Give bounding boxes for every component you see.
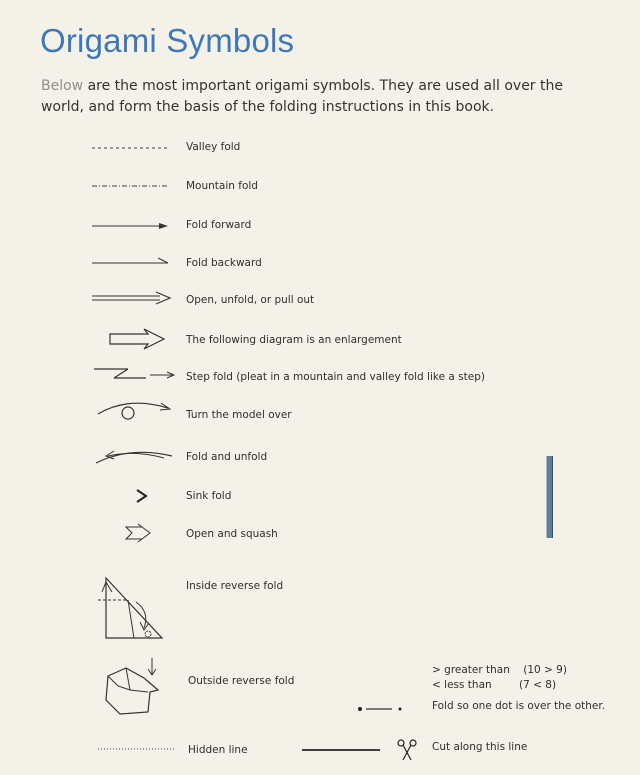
- turn-over-symbol-icon: [94, 398, 176, 426]
- greater-than-symbol: >: [432, 664, 441, 676]
- label-fold-unfold: Fold and unfold: [186, 451, 268, 463]
- label-enlargement: The following diagram is an enlargement: [186, 334, 402, 346]
- inside-reverse-fold-diagram-icon: [94, 572, 174, 644]
- fold-forward-arrow-icon: [92, 221, 172, 231]
- less-than-note: [432, 679, 556, 691]
- label-step-fold: Step fold (pleat in a mountain and valley fold like a step): [186, 371, 485, 383]
- label-hidden-line: Hidden line: [188, 744, 248, 756]
- label-sink-fold: Sink fold: [186, 490, 232, 502]
- open-squash-symbol-icon: [124, 524, 154, 542]
- valley-fold-line-icon: [92, 145, 172, 151]
- label-fold-forward: Fold forward: [186, 219, 252, 231]
- intro-lead: Below: [41, 78, 84, 94]
- open-unfold-arrow-icon: [92, 291, 176, 305]
- outside-reverse-fold-diagram-icon: [100, 656, 170, 720]
- label-fold-backward: Fold backward: [186, 257, 262, 269]
- sink-fold-symbol-icon: [134, 488, 150, 504]
- label-cut-line: Cut along this line: [432, 741, 528, 753]
- dot-to-dot-symbol-icon: [356, 704, 404, 714]
- label-outside-reverse-fold: Outside reverse fold: [188, 675, 295, 687]
- greater-than-example: (10 > 9): [523, 664, 567, 676]
- hidden-line-icon: [98, 746, 178, 752]
- greater-than-text: greater than: [444, 664, 510, 676]
- label-inside-reverse-fold: Inside reverse fold: [186, 580, 284, 592]
- label-mountain-fold: Mountain fold: [186, 180, 258, 192]
- scissors-icon: [396, 738, 418, 762]
- fold-backward-arrow-icon: [92, 257, 172, 267]
- step-fold-symbol-icon: [94, 366, 176, 382]
- less-than-text: less than: [444, 679, 492, 691]
- label-valley-fold: Valley fold: [186, 141, 241, 153]
- less-than-example: (7 < 8): [519, 679, 557, 691]
- mountain-fold-line-icon: [92, 183, 172, 189]
- label-turn-over: Turn the model over: [186, 409, 292, 421]
- intro-paragraph: [41, 76, 601, 118]
- greater-than-note: [432, 664, 567, 676]
- less-than-symbol: <: [432, 679, 441, 691]
- label-open-squash: Open and squash: [186, 528, 278, 540]
- enlargement-arrow-icon: [108, 328, 168, 350]
- fold-unfold-arrow-icon: [94, 444, 174, 466]
- decorative-divider-bar: [546, 456, 553, 538]
- intro-text: are the most important origami symbols. They are used all over the world, and form the basis of the folding instructions in this book.: [41, 78, 563, 115]
- label-dot-fold: Fold so one dot is over the other.: [432, 700, 606, 712]
- cut-line-icon: [302, 748, 382, 752]
- page-title: Origami Symbols: [40, 22, 295, 59]
- label-open-unfold: Open, unfold, or pull out: [186, 294, 315, 306]
